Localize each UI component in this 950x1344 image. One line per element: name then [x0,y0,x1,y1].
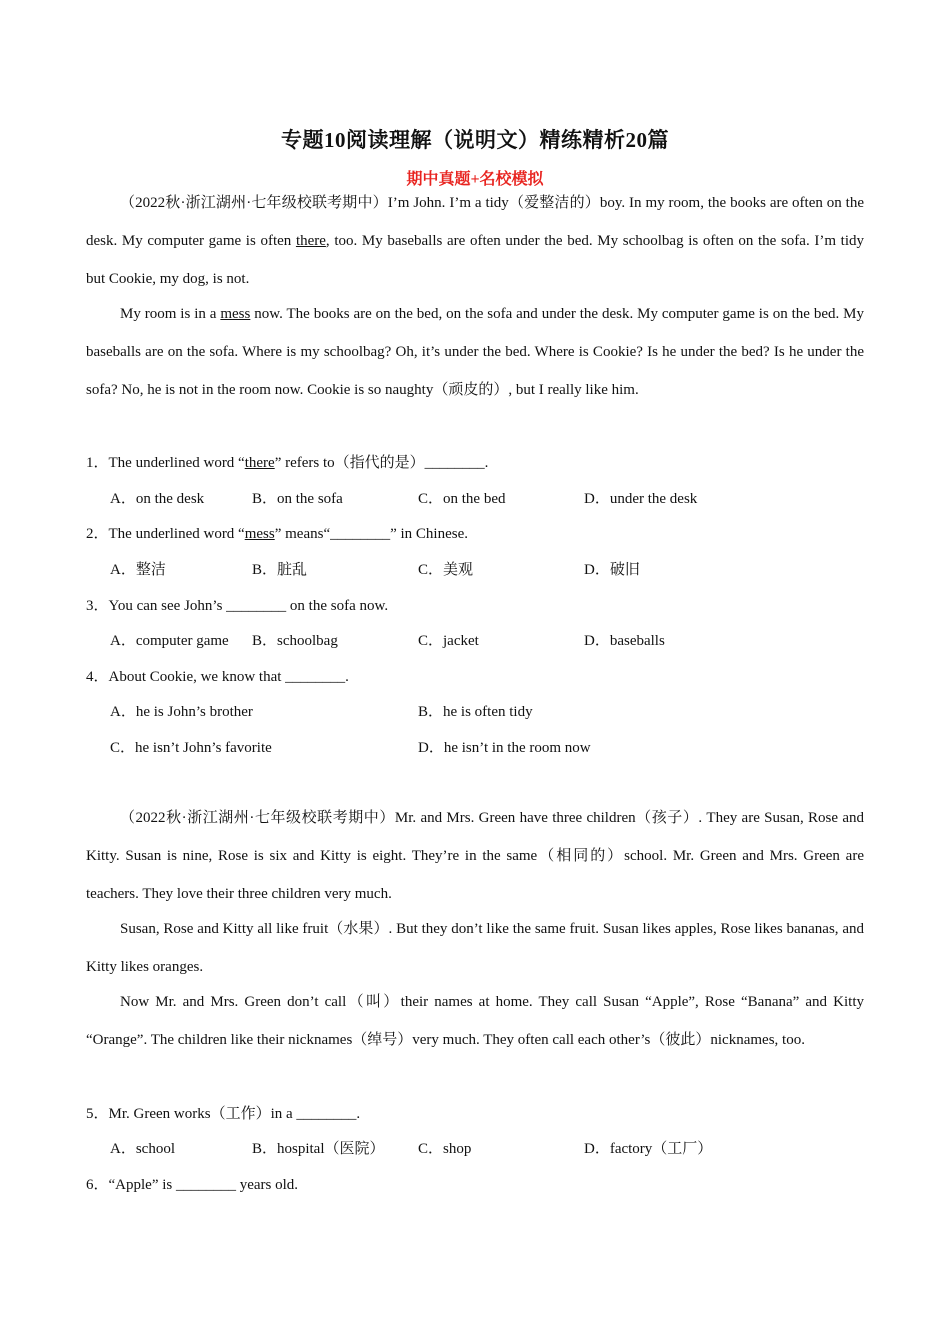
option-a: A．he is John’s brother [110,704,253,720]
option-c: C．he isn’t John’s favorite [110,740,272,756]
passage2-source: （2022秋·浙江湖州·七年级校联考期中） [120,810,395,826]
question-3: 3．You can see John’s ________ on the sofa now. [86,598,389,614]
document-title: 专题10阅读理解（说明文）精练精析20篇 [281,128,669,152]
passage2-paragraph1: （2022秋·浙江湖州·七年级校联考期中）Mr. and Mrs. Green have three children（孩子）. They are Susan, Rose and Kitty. Susan is nine, Rose is six and Kitty is eight. They’re in the same（相同的）school. Mr. Green and Mrs. Green are teachers. They love their three children very much. [86,810,864,902]
option-d: D．he isn’t in the room now [418,740,591,756]
option-d: D．factory（工厂） [584,1141,713,1157]
underlined-word-mess: mess [220,306,251,322]
option-d: D．under the desk [584,491,698,507]
passage2-paragraph2: Susan, Rose and Kitty all like fruit（水果）. But they don’t like the same fruit. Susan likes apples, Rose likes bananas, and Kitty likes oranges. [86,921,864,975]
passage1-paragraph1: （2022秋·浙江湖州·七年级校联考期中）I’m John. I’m a tidy（爱整洁的）boy. In my room, the books are often on the desk. My computer game is often there, too. My baseballs are often under the bed. My schoolbag is often on the sofa. I’m tidy but Cookie, my dog, is not. [86,195,864,287]
option-d: D．baseballs [584,633,665,649]
option-b: B．he is often tidy [418,704,533,720]
question-2-options [110,559,850,581]
underlined-word-there: there [295,233,326,249]
option-d: D．破旧 [584,562,640,578]
option-a: A．school [110,1141,175,1157]
document-subtitle: 期中真题+名校模拟 [406,171,544,188]
option-c: C．shop [418,1141,472,1157]
question-4: 4．About Cookie, we know that ________. [86,669,349,685]
option-a: A．computer game [110,633,229,649]
option-b: B．脏乱 [252,562,308,578]
question-1-options [110,488,850,510]
option-c: C．美观 [418,562,474,578]
question-5: 5．Mr. Green works（工作）in a ________. [86,1106,361,1122]
question-1: 1．The underlined word “there” refers to（指代的是）________. [86,455,489,471]
question-2: 2．The underlined word “mess” means“________” in Chinese. [86,526,469,542]
option-c: C．jacket [418,633,479,649]
passage2-paragraph3: Now Mr. and Mrs. Green don’t call（叫）their names at home. They call Susan “Apple”, Rose “Banana” and Kitty “Orange”. The children like their nicknames（绰号）very much. They often call each other’s（彼此）nicknames, too. [86,994,864,1048]
option-a: A．on the desk [110,491,205,507]
option-b: B．on the sofa [252,491,343,507]
question-4-options-row2 [110,737,850,759]
passage1-source: （2022秋·浙江湖州·七年级校联考期中） [120,195,388,211]
option-b: B．hospital（医院） [252,1141,385,1157]
question-4-options-row1 [110,701,850,723]
option-a: A．整洁 [110,562,166,578]
question-6: 6．“Apple” is ________ years old. [86,1177,299,1193]
question-3-options [110,630,850,652]
option-c: C．on the bed [418,491,506,507]
option-b: B．schoolbag [252,633,338,649]
question-5-options [110,1138,850,1160]
passage1-paragraph2: My room is in a mess now. The books are on the bed, on the sofa and under the desk. My computer game is on the bed. My baseballs are on the sofa. Where is my schoolbag? Oh, it’s under the bed. Where is Cookie? Is he under the bed? Is he under the sofa? No, he is not in the room now. Cookie is so naughty（顽皮的）, but I really like him. [86,306,864,398]
